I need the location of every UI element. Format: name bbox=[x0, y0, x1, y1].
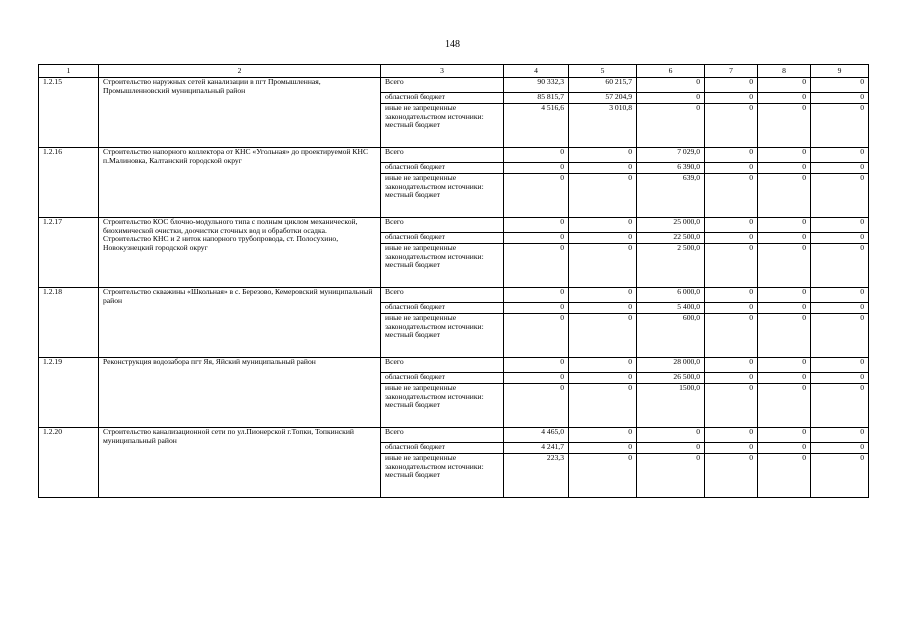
table-body bbox=[39, 78, 869, 498]
amount-cell: 0 bbox=[811, 218, 869, 233]
amount-cell: 0 bbox=[569, 314, 637, 358]
header-cell: 5 bbox=[569, 65, 637, 78]
amount-cell: 0 bbox=[569, 148, 637, 163]
amount-cell: 0 bbox=[758, 373, 811, 384]
amount-cell: 25 000,0 bbox=[637, 218, 705, 233]
amount-cell: 223,3 bbox=[504, 454, 569, 498]
amount-cell: 0 bbox=[758, 218, 811, 233]
amount-cell: 60 215,7 bbox=[569, 78, 637, 93]
amount-cell: 0 bbox=[705, 443, 758, 454]
header-row bbox=[39, 65, 869, 78]
amount-cell: 6 000,0 bbox=[637, 288, 705, 303]
header-cell: 6 bbox=[637, 65, 705, 78]
amount-cell: 0 bbox=[569, 303, 637, 314]
amount-cell: 0 bbox=[705, 288, 758, 303]
funding-source bbox=[381, 384, 504, 428]
amount-cell: 0 bbox=[811, 428, 869, 443]
amount-cell: 0 bbox=[758, 233, 811, 244]
amount-cell: 0 bbox=[811, 454, 869, 498]
funding-source-label: местный бюджет bbox=[385, 260, 441, 270]
amount-cell: 0 bbox=[504, 163, 569, 174]
funding-source bbox=[381, 314, 504, 358]
amount-cell: 0 bbox=[569, 443, 637, 454]
amount-cell: 639,0 bbox=[637, 174, 705, 218]
item-name: Реконструкция водозабора пгт Яя, Яйский муниципальный район bbox=[99, 358, 381, 428]
amount-cell: 0 bbox=[758, 244, 811, 288]
amount-cell: 0 bbox=[569, 358, 637, 373]
item-code: 1.2.20 bbox=[39, 428, 99, 498]
table-row bbox=[39, 428, 869, 443]
amount-cell: 0 bbox=[504, 358, 569, 373]
amount-cell: 0 bbox=[705, 93, 758, 104]
amount-cell: 0 bbox=[811, 244, 869, 288]
table-row bbox=[39, 358, 869, 373]
amount-cell: 0 bbox=[705, 163, 758, 174]
amount-cell: 2 500,0 bbox=[637, 244, 705, 288]
header-cell: 3 bbox=[381, 65, 504, 78]
amount-cell: 0 bbox=[758, 93, 811, 104]
amount-cell: 0 bbox=[705, 373, 758, 384]
funding-source-note: иные не запрещенные законодательством источники: bbox=[385, 173, 484, 191]
amount-cell: 26 500,0 bbox=[637, 373, 705, 384]
amount-cell: 3 010,8 bbox=[569, 104, 637, 148]
amount-cell: 0 bbox=[504, 303, 569, 314]
funding-source: областной бюджет bbox=[381, 373, 504, 384]
funding-source bbox=[381, 244, 504, 288]
funding-source-note: иные не запрещенные законодательством источники: bbox=[385, 453, 484, 471]
item-code: 1.2.16 bbox=[39, 148, 99, 218]
amount-cell: 0 bbox=[705, 233, 758, 244]
amount-cell: 0 bbox=[811, 314, 869, 358]
amount-cell: 0 bbox=[811, 104, 869, 148]
amount-cell: 0 bbox=[705, 428, 758, 443]
amount-cell: 0 bbox=[705, 148, 758, 163]
amount-cell: 0 bbox=[705, 244, 758, 288]
amount-cell: 0 bbox=[504, 244, 569, 288]
funding-source bbox=[381, 104, 504, 148]
header-cell: 4 bbox=[504, 65, 569, 78]
funding-source: Всего bbox=[381, 148, 504, 163]
amount-cell: 0 bbox=[758, 314, 811, 358]
amount-cell: 0 bbox=[705, 384, 758, 428]
header-cell: 7 bbox=[705, 65, 758, 78]
amount-cell: 0 bbox=[504, 218, 569, 233]
item-name: Строительство КОС блочно-модульного типа с полным циклом механической, биохимической очистки, доочистки сточных вод и обработки осадка. Строительство КНС и 2 ниток напорного трубопровода, ст. Полосухино, Новокузнецкий городской округ bbox=[99, 218, 381, 288]
amount-cell: 0 bbox=[758, 384, 811, 428]
amount-cell: 5 400,0 bbox=[637, 303, 705, 314]
amount-cell: 0 bbox=[705, 314, 758, 358]
amount-cell: 0 bbox=[811, 358, 869, 373]
item-name: Строительство напорного коллектора от КНС «Угольная» до проектируемой КНС п.Малиновка, Калтанский городской округ bbox=[99, 148, 381, 218]
amount-cell: 0 bbox=[811, 303, 869, 314]
amount-cell: 1500,0 bbox=[637, 384, 705, 428]
funding-source-label: местный бюджет bbox=[385, 400, 441, 410]
amount-cell: 90 332,3 bbox=[504, 78, 569, 93]
amount-cell: 0 bbox=[758, 288, 811, 303]
amount-cell: 0 bbox=[504, 148, 569, 163]
funding-source bbox=[381, 174, 504, 218]
amount-cell: 0 bbox=[758, 148, 811, 163]
amount-cell: 0 bbox=[811, 93, 869, 104]
amount-cell: 0 bbox=[758, 104, 811, 148]
amount-cell: 0 bbox=[758, 303, 811, 314]
amount-cell: 0 bbox=[637, 428, 705, 443]
amount-cell: 0 bbox=[811, 78, 869, 93]
funding-source-label: местный бюджет bbox=[385, 330, 441, 340]
amount-cell: 0 bbox=[811, 443, 869, 454]
amount-cell: 0 bbox=[504, 288, 569, 303]
funding-source: областной бюджет bbox=[381, 303, 504, 314]
amount-cell: 0 bbox=[569, 454, 637, 498]
amount-cell: 0 bbox=[811, 288, 869, 303]
funding-source-note: иные не запрещенные законодательством источники: bbox=[385, 243, 484, 261]
header-cell: 2 bbox=[99, 65, 381, 78]
funding-source: Всего bbox=[381, 78, 504, 93]
amount-cell: 0 bbox=[705, 104, 758, 148]
item-name: Строительство скважины «Школьная» в с. Березово, Кемеровский муниципальный район bbox=[99, 288, 381, 358]
funding-source: областной бюджет bbox=[381, 443, 504, 454]
amount-cell: 0 bbox=[758, 443, 811, 454]
item-name: Строительство наружных сетей канализации в пгт Промышленная, Промышленновский муниципальный район bbox=[99, 78, 381, 148]
header-cell: 9 bbox=[811, 65, 869, 78]
amount-cell: 0 bbox=[637, 443, 705, 454]
item-code: 1.2.19 bbox=[39, 358, 99, 428]
amount-cell: 28 000,0 bbox=[637, 358, 705, 373]
amount-cell: 0 bbox=[504, 174, 569, 218]
amount-cell: 0 bbox=[504, 373, 569, 384]
amount-cell: 0 bbox=[758, 78, 811, 93]
table-row bbox=[39, 78, 869, 93]
amount-cell: 0 bbox=[811, 174, 869, 218]
funding-source: областной бюджет bbox=[381, 93, 504, 104]
amount-cell: 0 bbox=[811, 384, 869, 428]
amount-cell: 0 bbox=[569, 218, 637, 233]
amount-cell: 0 bbox=[504, 384, 569, 428]
funding-source: областной бюджет bbox=[381, 233, 504, 244]
amount-cell: 0 bbox=[705, 218, 758, 233]
amount-cell: 0 bbox=[758, 428, 811, 443]
item-code: 1.2.17 bbox=[39, 218, 99, 288]
amount-cell: 0 bbox=[705, 454, 758, 498]
amount-cell: 0 bbox=[504, 314, 569, 358]
funding-source-note: иные не запрещенные законодательством источники: bbox=[385, 313, 484, 331]
amount-cell: 85 815,7 bbox=[504, 93, 569, 104]
budget-table bbox=[38, 64, 869, 498]
amount-cell: 0 bbox=[569, 373, 637, 384]
funding-source: областной бюджет bbox=[381, 163, 504, 174]
funding-source-label: местный бюджет bbox=[385, 190, 441, 200]
amount-cell: 0 bbox=[569, 288, 637, 303]
amount-cell: 0 bbox=[637, 454, 705, 498]
amount-cell: 0 bbox=[569, 428, 637, 443]
amount-cell: 0 bbox=[705, 174, 758, 218]
amount-cell: 0 bbox=[504, 233, 569, 244]
amount-cell: 4 516,6 bbox=[504, 104, 569, 148]
amount-cell: 0 bbox=[758, 358, 811, 373]
item-code: 1.2.15 bbox=[39, 78, 99, 148]
amount-cell: 57 204,9 bbox=[569, 93, 637, 104]
amount-cell: 0 bbox=[811, 163, 869, 174]
amount-cell: 0 bbox=[637, 93, 705, 104]
amount-cell: 0 bbox=[811, 233, 869, 244]
funding-source: Всего bbox=[381, 218, 504, 233]
amount-cell: 0 bbox=[705, 303, 758, 314]
header-cell: 1 bbox=[39, 65, 99, 78]
amount-cell: 0 bbox=[569, 384, 637, 428]
funding-source-note: иные не запрещенные законодательством источники: bbox=[385, 103, 484, 121]
amount-cell: 0 bbox=[758, 163, 811, 174]
funding-source: Всего bbox=[381, 428, 504, 443]
funding-source: Всего bbox=[381, 358, 504, 373]
amount-cell: 0 bbox=[637, 78, 705, 93]
amount-cell: 0 bbox=[705, 358, 758, 373]
funding-source-label: местный бюджет bbox=[385, 120, 441, 130]
amount-cell: 0 bbox=[758, 454, 811, 498]
funding-source-note: иные не запрещенные законодательством источники: bbox=[385, 383, 484, 401]
amount-cell: 22 500,0 bbox=[637, 233, 705, 244]
amount-cell: 0 bbox=[705, 78, 758, 93]
funding-source-label: местный бюджет bbox=[385, 470, 441, 480]
amount-cell: 600,0 bbox=[637, 314, 705, 358]
item-name: Строительство канализационной сети по ул.Пионерской г.Топки, Топкинский муниципальный район bbox=[99, 428, 381, 498]
amount-cell: 0 bbox=[758, 174, 811, 218]
funding-source bbox=[381, 454, 504, 498]
amount-cell: 0 bbox=[569, 163, 637, 174]
funding-source: Всего bbox=[381, 288, 504, 303]
header-cell: 8 bbox=[758, 65, 811, 78]
amount-cell: 4 241,7 bbox=[504, 443, 569, 454]
amount-cell: 7 029,0 bbox=[637, 148, 705, 163]
table-row bbox=[39, 218, 869, 233]
item-code: 1.2.18 bbox=[39, 288, 99, 358]
amount-cell: 0 bbox=[569, 244, 637, 288]
page-number: 148 bbox=[445, 39, 460, 50]
amount-cell: 0 bbox=[569, 174, 637, 218]
amount-cell: 0 bbox=[811, 373, 869, 384]
table-row bbox=[39, 148, 869, 163]
amount-cell: 0 bbox=[811, 148, 869, 163]
amount-cell: 0 bbox=[637, 104, 705, 148]
amount-cell: 4 465,0 bbox=[504, 428, 569, 443]
table-row bbox=[39, 288, 869, 303]
amount-cell: 6 390,0 bbox=[637, 163, 705, 174]
amount-cell: 0 bbox=[569, 233, 637, 244]
